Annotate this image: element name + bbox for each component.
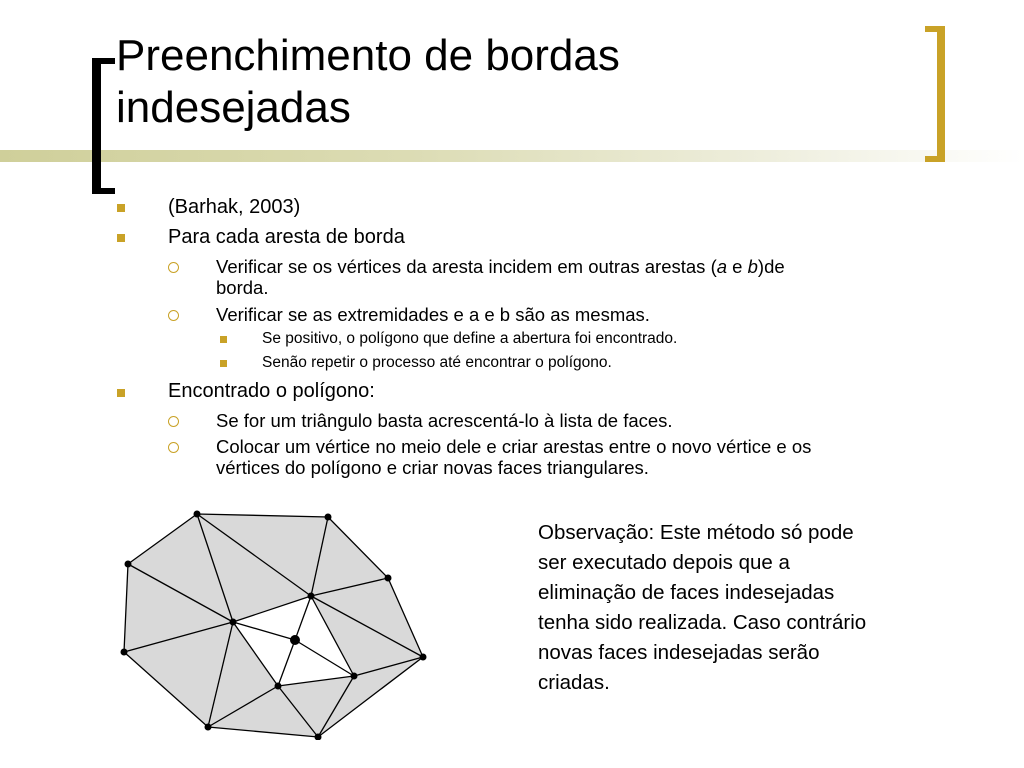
- slide-title-line2: indesejadas: [116, 83, 351, 132]
- bullet-item: (Barhak, 2003): [168, 196, 301, 218]
- observation-line: tenha sido realizada. Caso contrário: [538, 611, 867, 634]
- sub-bullet-text: Verificar se os vértices da aresta incidem em outras arestas (: [216, 256, 717, 277]
- sub-bullet-item: Se for um triângulo basta acrescentá-lo à lista de faces.: [216, 410, 673, 431]
- bullet-item: Para cada aresta de borda: [168, 226, 405, 248]
- square-bullet-icon: [220, 360, 227, 367]
- sub-bullet-text: e: [727, 256, 748, 277]
- sub-bullet-text: vértices do polígono e criar novas faces triangulares.: [216, 457, 649, 478]
- observation-line: novas faces indesejadas serão: [538, 641, 820, 664]
- circle-bullet-icon: [168, 310, 179, 321]
- square-bullet-icon: [117, 204, 125, 212]
- sub-sub-bullet-item: Senão repetir o processo até encontrar o polígono.: [262, 354, 612, 371]
- square-bullet-icon: [117, 389, 125, 397]
- title-underline-band: [0, 150, 1024, 162]
- triangulated-polygon-diagram: [118, 508, 438, 740]
- observation-line: Observação: Este método só pode: [538, 521, 854, 544]
- left-bracket-decoration: [92, 58, 115, 194]
- sub-bullet-text: Colocar um vértice no meio dele e criar arestas entre o novo vértice e os: [216, 436, 812, 457]
- observation-line: criadas.: [538, 671, 610, 694]
- sub-bullet-text: )de: [757, 256, 785, 277]
- slide-title: [116, 30, 896, 134]
- observation-line: eliminação de faces indesejadas: [538, 581, 835, 604]
- vertex-a-label: a: [716, 256, 728, 277]
- bullet-item: Encontrado o polígono:: [168, 380, 375, 402]
- sub-sub-bullet-item: Se positivo, o polígono que define a abertura foi encontrado.: [262, 330, 678, 347]
- vertex-b-label: b: [747, 256, 758, 277]
- sub-bullet-item: Verificar se as extremidades e a e b são as mesmas.: [216, 304, 650, 325]
- sub-bullet-item: [216, 256, 976, 298]
- observation-line: ser executado depois que a: [538, 551, 790, 574]
- sub-bullet-text: borda.: [216, 277, 269, 298]
- square-bullet-icon: [220, 336, 227, 343]
- sub-bullet-item: [216, 436, 976, 478]
- circle-bullet-icon: [168, 262, 179, 273]
- circle-bullet-icon: [168, 442, 179, 453]
- slide-title-line1: Preenchimento de bordas: [116, 31, 620, 80]
- observation-note: [538, 518, 978, 698]
- right-bracket-decoration: [925, 26, 945, 162]
- circle-bullet-icon: [168, 416, 179, 427]
- square-bullet-icon: [117, 234, 125, 242]
- new-center-vertex: [290, 635, 300, 645]
